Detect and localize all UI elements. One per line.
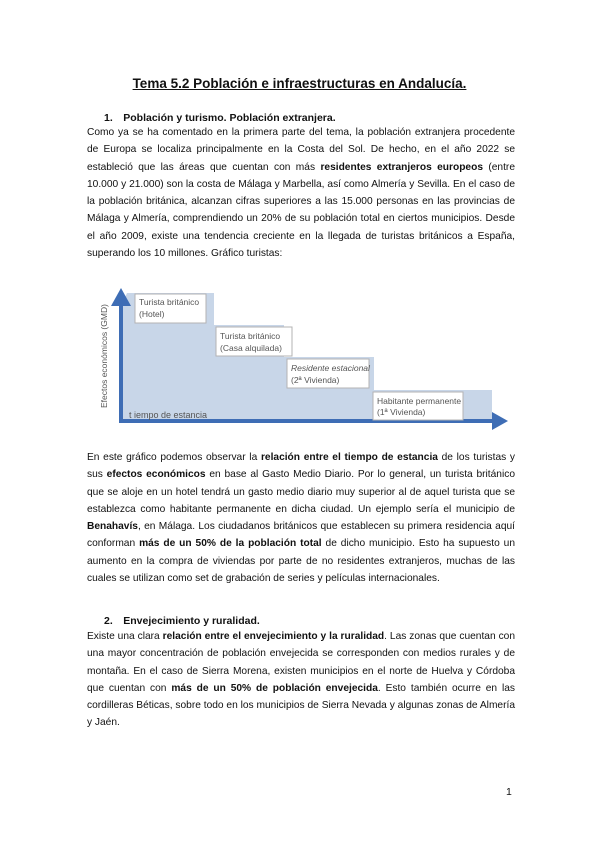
step-permanent-line1: Habitante permanente	[377, 396, 462, 406]
text-run: Existe una clara	[87, 631, 163, 642]
bold-text-run: residentes extranjeros europeos	[320, 161, 483, 173]
step-rented-line2: (Casa alquilada)	[220, 343, 282, 353]
bold-text-run: más de un 50% de población envejecida	[171, 682, 378, 694]
section-1-paragraph-1	[87, 124, 515, 262]
bold-text-run: Benahavís	[87, 521, 138, 533]
text-run: . Esto también ocurre en las cordilleras Béticas, sobre todo en los municipios de Sierra Nevada y algunas zonas de Almería y Jaén.	[87, 682, 515, 729]
diagram-step-permanent-resident	[373, 392, 463, 420]
page-number: 1	[506, 786, 512, 798]
text-run: En este gráfico podemos observar la	[87, 452, 261, 463]
bold-text-run: efectos económicos	[106, 469, 206, 481]
section-2-paragraph-1	[87, 628, 515, 732]
step-rented-line1: Turista británico	[220, 331, 281, 341]
text-run: de dicho municipio. Esto ha supuesto un aumento en la compra de viviendas por parte de no residentes extranjeros, muchas de las cuales se utilizan como set de grabación de series y películas internacionales.	[87, 538, 515, 585]
step-seasonal-line2: (2ª Vivienda)	[291, 375, 340, 385]
diagram-y-label: Efectos económicos (GMD)	[99, 304, 109, 408]
bold-text-run: más de un 50% de la población total	[139, 538, 322, 550]
text-run: , en Málaga. Los ciudadanos británicos que establecen su primera residencia aquí conforman	[87, 521, 515, 550]
step-seasonal-line1: Residente estacional	[291, 363, 370, 373]
section-1-heading: 1. Población y turismo. Población extranjera.	[104, 112, 336, 124]
text-run: (entre 10.000 y 21.000) son la costa de Málaga y Marbella, así como Almería y Sevilla. En el caso de la población británica, alcanzan cifras superiores a las 15.000 personas en las provincias de Málaga y Almería, comprendiendo un 20% de su población total en ciertos municipios. Desde el año 2009, existe una tendencia creciente en la llegada de turistas británicos a España, superando los 10 millones. Gráfico turistas:	[87, 161, 515, 260]
section-2-heading: 2. Envejecimiento y ruralidad.	[104, 615, 260, 627]
diagram-x-label: t iempo de estancia	[129, 410, 208, 420]
page-title: Tema 5.2 Población e infraestructuras en Andalucía.	[132, 76, 467, 91]
section-1-paragraph-2	[87, 449, 515, 587]
text-run: de los turistas y sus	[87, 452, 515, 481]
text-run: . Las zonas que cuentan con una mayor concentración de población envejecida se corresponden con medios rurales y de montaña. En el caso de Sierra Morena, existen municipios en el norte de Huelva y Córdoba que cuentan con	[87, 631, 515, 694]
text-run: en base al Gasto Medio Diario. Por lo general, un turista británico que se aloje en un hotel tendrá un gasto medio diario muy superior al de aquel turista que se establezca como habitante permanente en dicha ciudad. Un ejemplo sería el municipio de	[87, 469, 515, 515]
diagram-step-rented-house	[216, 327, 292, 356]
step-hotel-line1: Turista británico	[139, 297, 200, 307]
diagram-x-arrowhead	[492, 412, 508, 430]
bold-text-run: relación entre el envejecimiento y la ruralidad	[162, 631, 385, 642]
diagram-step-hotel	[135, 294, 206, 323]
step-permanent-line2: (1ª Vivienda)	[377, 407, 426, 417]
diagram-step-seasonal-resident	[287, 359, 371, 388]
stay-vs-economic-effects-diagram	[92, 284, 510, 442]
bold-text-run: relación entre el tiempo de estancia	[260, 452, 438, 463]
text-run: Como ya se ha comentado en la primera parte del tema, la población extranjera procedente de Europa se localiza principalmente en la Costa del Sol. De hecho, en el año 2022 se estableció que las áreas que cuentan con más	[87, 127, 515, 173]
step-hotel-line2: (Hotel)	[139, 309, 165, 319]
